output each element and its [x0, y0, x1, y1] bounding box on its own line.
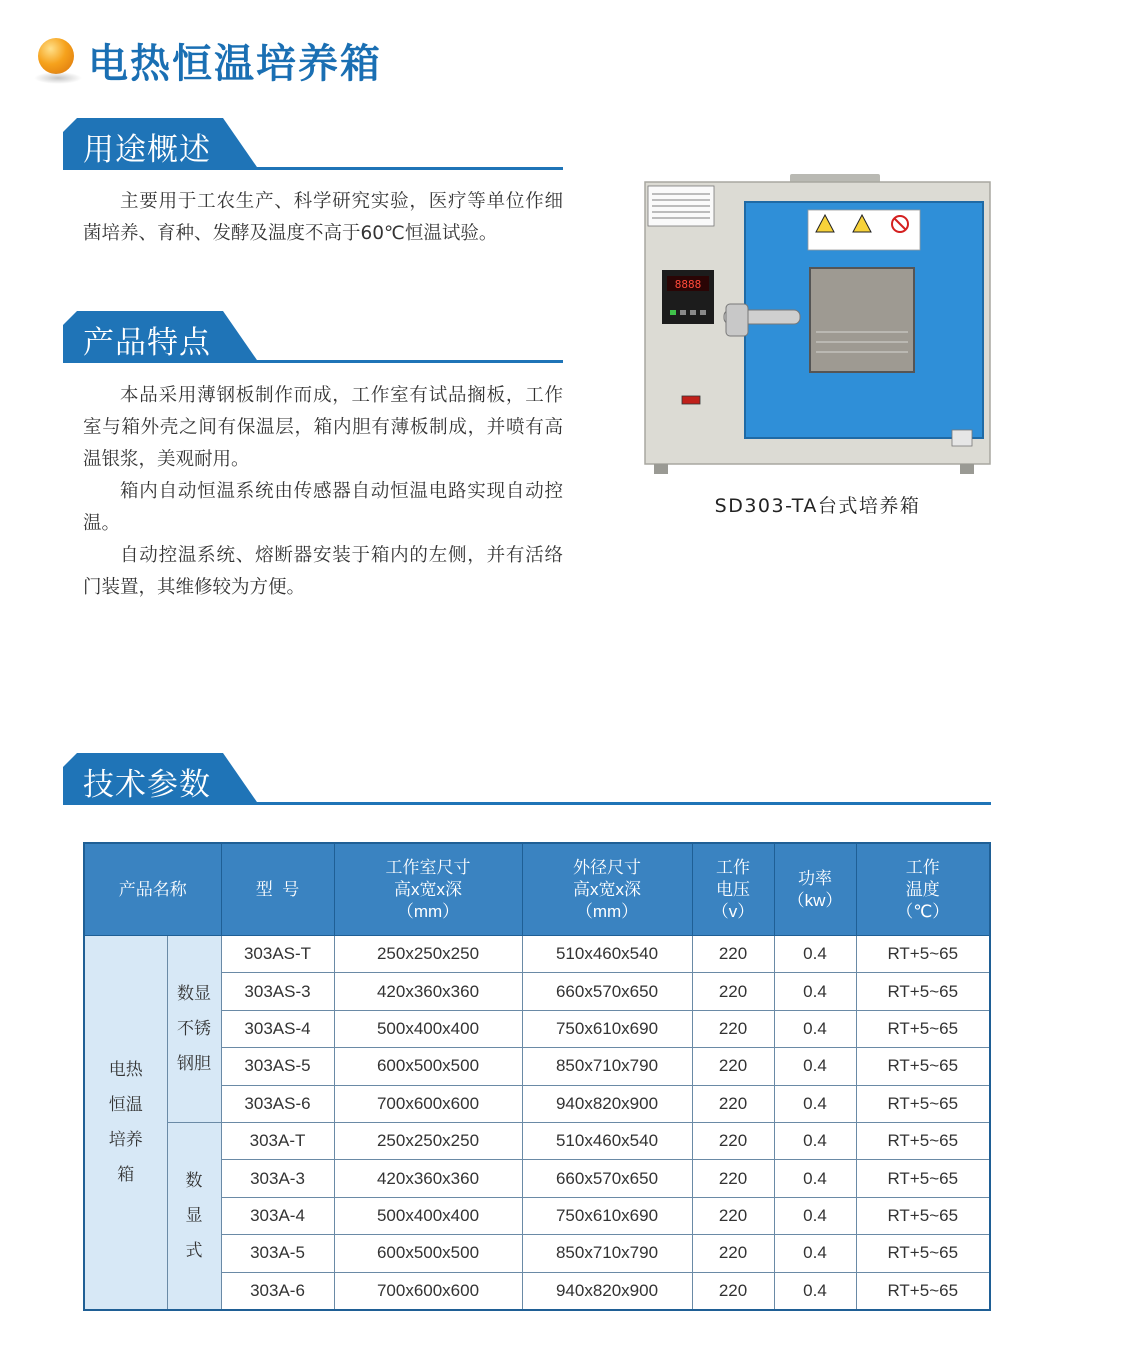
cell-model: 303AS-T	[221, 936, 334, 973]
product-image-caption: SD303-TA台式培养箱	[714, 495, 921, 517]
col-header-voltage: 工作 电压 （v）	[692, 843, 774, 936]
incubator-product-image	[640, 172, 995, 482]
cell-power: 0.4	[774, 1010, 856, 1047]
cell-power: 0.4	[774, 1048, 856, 1085]
cell-inner: 250x250x250	[334, 1122, 522, 1159]
cell-voltage: 220	[692, 1235, 774, 1272]
col-header-inner-size: 工作室尺寸 高x宽x深 （mm）	[334, 843, 522, 936]
cell-inner: 700x600x600	[334, 1085, 522, 1122]
cell-outer: 750x610x690	[522, 1197, 692, 1234]
cell-outer: 660x570x650	[522, 973, 692, 1010]
cell-inner: 250x250x250	[334, 936, 522, 973]
table-body	[84, 936, 990, 1310]
cell-outer: 510x460x540	[522, 936, 692, 973]
cell-inner: 500x400x400	[334, 1010, 522, 1047]
col-header-power: 功率 （kw）	[774, 843, 856, 936]
spec-table	[83, 842, 991, 1311]
cell-outer: 510x460x540	[522, 1122, 692, 1159]
cell-temp: RT+5~65	[856, 1160, 990, 1197]
cell-voltage: 220	[692, 1160, 774, 1197]
display-reading: 8888	[674, 278, 702, 291]
cell-power: 0.4	[774, 1197, 856, 1234]
cell-model: 303A-4	[221, 1197, 334, 1234]
table-header-row	[84, 843, 990, 936]
cell-outer: 750x610x690	[522, 1010, 692, 1047]
viewing-window	[810, 268, 914, 372]
controller-key	[680, 310, 686, 315]
cell-model: 303A-6	[221, 1272, 334, 1310]
cell-voltage: 220	[692, 1197, 774, 1234]
product-name-cell: 电热 恒温 培养 箱	[84, 936, 167, 1310]
page-title: 电热恒温培养箱	[88, 41, 382, 87]
group-label-cell: 数 显 式	[167, 1122, 221, 1309]
section-rule	[253, 360, 563, 363]
controller-key	[690, 310, 696, 315]
section-rule	[253, 802, 991, 805]
col-header-outer-size: 外径尺寸 高x宽x深 （mm）	[522, 843, 692, 936]
indicator-light	[670, 310, 676, 315]
cell-model: 303A-3	[221, 1160, 334, 1197]
cell-voltage: 220	[692, 1122, 774, 1159]
cell-voltage: 220	[692, 973, 774, 1010]
handle-bracket	[726, 304, 748, 336]
col-header-name: 产品名称	[84, 843, 221, 936]
features-text	[83, 380, 563, 604]
cell-voltage: 220	[692, 1085, 774, 1122]
section-rule	[253, 167, 563, 170]
cell-inner: 420x360x360	[334, 973, 522, 1010]
cell-model: 303AS-5	[221, 1048, 334, 1085]
usage-paragraph: 主要用于工农生产、科学研究实验，医疗等单位作细菌培养、育种、发酵及温度不高于60℃恒温试验。	[83, 191, 563, 244]
cell-inner: 420x360x360	[334, 1160, 522, 1197]
cell-power: 0.4	[774, 973, 856, 1010]
cell-model: 303AS-4	[221, 1010, 334, 1047]
table-row	[84, 936, 990, 973]
cell-outer: 940x820x900	[522, 1272, 692, 1310]
col-header-model: 型 号	[221, 843, 334, 936]
cell-inner: 700x600x600	[334, 1272, 522, 1310]
section-heading: 技术参数	[83, 767, 211, 803]
controller-key	[700, 310, 706, 315]
bullet-shadow	[34, 72, 82, 84]
cell-temp: RT+5~65	[856, 1048, 990, 1085]
cell-power: 0.4	[774, 1272, 856, 1310]
cell-voltage: 220	[692, 1048, 774, 1085]
features-paragraph-2: 箱内自动恒温系统由传感器自动恒温电路实现自动控温。	[83, 481, 563, 534]
cell-power: 0.4	[774, 936, 856, 973]
cell-temp: RT+5~65	[856, 1122, 990, 1159]
group-label-cell: 数显 不锈 钢胆	[167, 936, 221, 1123]
col-header-temperature: 工作 温度 （℃）	[856, 843, 990, 936]
features-paragraph-3: 自动控温系统、熔断器安装于箱内的左侧，并有活络门装置，其维修较为方便。	[83, 545, 563, 598]
cell-power: 0.4	[774, 1122, 856, 1159]
cell-temp: RT+5~65	[856, 1085, 990, 1122]
cell-model: 303A-T	[221, 1122, 334, 1159]
orange-bullet-icon	[38, 38, 74, 74]
cell-voltage: 220	[692, 1010, 774, 1047]
cell-temp: RT+5~65	[856, 1272, 990, 1310]
cell-power: 0.4	[774, 1085, 856, 1122]
section-heading: 产品特点	[83, 325, 211, 361]
section-heading: 用途概述	[83, 132, 211, 168]
cell-outer: 850x710x790	[522, 1235, 692, 1272]
cell-temp: RT+5~65	[856, 936, 990, 973]
power-switch-icon	[682, 396, 700, 404]
features-paragraph-1: 本品采用薄钢板制作而成，工作室有试品搁板，工作室与箱外壳之间有保温层，箱内胆有薄板制成，并喷有高温银浆，美观耐用。	[83, 385, 563, 470]
cabinet-foot	[960, 464, 974, 474]
cell-power: 0.4	[774, 1160, 856, 1197]
table-row	[84, 1122, 990, 1159]
cell-outer: 850x710x790	[522, 1048, 692, 1085]
usage-text	[83, 186, 563, 250]
cell-inner: 600x500x500	[334, 1048, 522, 1085]
cell-inner: 500x400x400	[334, 1197, 522, 1234]
cell-temp: RT+5~65	[856, 1010, 990, 1047]
cell-outer: 660x570x650	[522, 1160, 692, 1197]
cell-model: 303AS-3	[221, 973, 334, 1010]
cell-temp: RT+5~65	[856, 1197, 990, 1234]
cell-model: 303AS-6	[221, 1085, 334, 1122]
cell-voltage: 220	[692, 936, 774, 973]
cabinet-foot	[654, 464, 668, 474]
cell-inner: 600x500x500	[334, 1235, 522, 1272]
cell-model: 303A-5	[221, 1235, 334, 1272]
cell-outer: 940x820x900	[522, 1085, 692, 1122]
outlet-icon	[952, 430, 972, 446]
cell-power: 0.4	[774, 1235, 856, 1272]
cell-temp: RT+5~65	[856, 1235, 990, 1272]
cell-temp: RT+5~65	[856, 973, 990, 1010]
cell-voltage: 220	[692, 1272, 774, 1310]
